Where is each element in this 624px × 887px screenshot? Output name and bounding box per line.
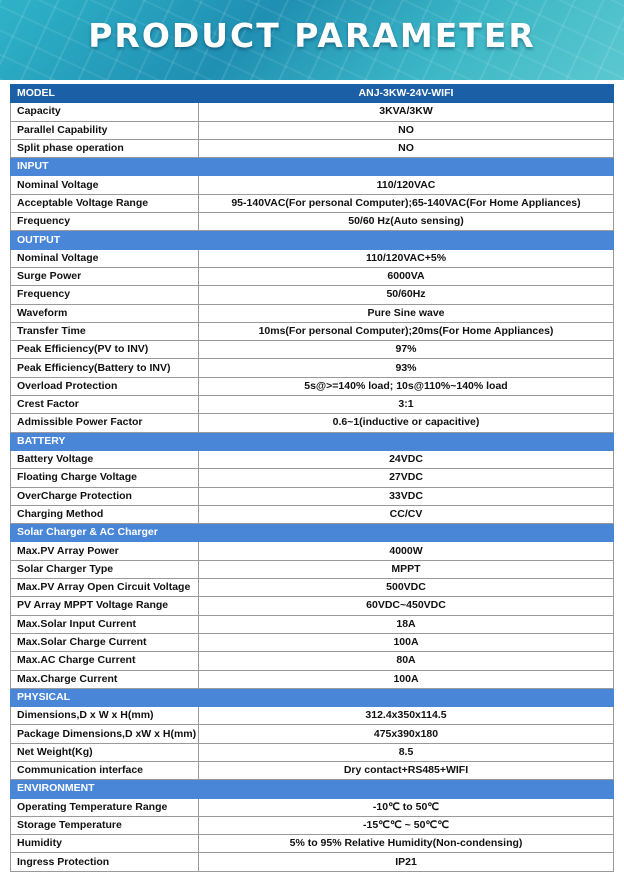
param-value: 110/120VAC [199, 176, 614, 194]
param-value: 475x390x180 [199, 725, 614, 743]
table-row [11, 725, 614, 743]
param-label: Peak Efficiency(Battery to INV) [11, 359, 199, 377]
table-row [11, 359, 614, 377]
param-value: 27VDC [199, 469, 614, 487]
parameter-table-body [11, 85, 614, 872]
param-label: Peak Efficiency(PV to INV) [11, 341, 199, 359]
param-label: Communication interface [11, 761, 199, 779]
param-label: Nominal Voltage [11, 176, 199, 194]
table-row [11, 487, 614, 505]
param-label: OverCharge Protection [11, 487, 199, 505]
param-value: 0.6~1(inductive or capacitive) [199, 414, 614, 432]
table-row [11, 176, 614, 194]
table-row [11, 249, 614, 267]
param-value: NO [199, 121, 614, 139]
param-value: 4000W [199, 542, 614, 560]
param-label: Solar Charger Type [11, 560, 199, 578]
param-value: CC/CV [199, 505, 614, 523]
param-value: 8.5 [199, 743, 614, 761]
table-row [11, 121, 614, 139]
param-value: NO [199, 139, 614, 157]
param-value: 80A [199, 652, 614, 670]
param-label: Floating Charge Voltage [11, 469, 199, 487]
table-row [11, 798, 614, 816]
param-value: 33VDC [199, 487, 614, 505]
param-label: Parallel Capability [11, 121, 199, 139]
param-value: Dry contact+RS485+WIFI [199, 761, 614, 779]
param-label: Admissible Power Factor [11, 414, 199, 432]
table-row [11, 615, 614, 633]
param-value: 93% [199, 359, 614, 377]
table-row [11, 835, 614, 853]
param-value: 3KVA/3KW [199, 103, 614, 121]
param-label: Frequency [11, 286, 199, 304]
section-header-row [11, 780, 614, 798]
param-label: Charging Method [11, 505, 199, 523]
param-value: 312.4x350x114.5 [199, 707, 614, 725]
table-row [11, 194, 614, 212]
section-title: ENVIRONMENT [11, 780, 614, 798]
table-row [11, 761, 614, 779]
param-value: 5s@>=140% load; 10s@110%~140% load [199, 377, 614, 395]
table-row [11, 469, 614, 487]
param-value: 3:1 [199, 396, 614, 414]
table-row [11, 450, 614, 468]
section-header-row [11, 524, 614, 542]
param-label: Max.PV Array Open Circuit Voltage [11, 579, 199, 597]
param-label: Net Weight(Kg) [11, 743, 199, 761]
param-label: Split phase operation [11, 139, 199, 157]
table-row [11, 396, 614, 414]
param-label: Waveform [11, 304, 199, 322]
table-row [11, 139, 614, 157]
model-value: ANJ-3KW-24V-WIFI [199, 85, 614, 103]
page-title: PRODUCT PARAMETER [88, 16, 536, 55]
table-row [11, 670, 614, 688]
param-label: Ingress Protection [11, 853, 199, 871]
table-row [11, 341, 614, 359]
section-header-row [11, 432, 614, 450]
section-title: OUTPUT [11, 231, 614, 249]
param-value: 10ms(For personal Computer);20ms(For Home Appliances) [199, 322, 614, 340]
param-value: 5% to 95% Relative Humidity(Non-condensing) [199, 835, 614, 853]
param-value: 100A [199, 670, 614, 688]
param-value: MPPT [199, 560, 614, 578]
table-row [11, 267, 614, 285]
table-row [11, 286, 614, 304]
parameter-table [10, 84, 614, 872]
section-title: Solar Charger & AC Charger [11, 524, 614, 542]
param-label: Max.AC Charge Current [11, 652, 199, 670]
param-label: PV Array MPPT Voltage Range [11, 597, 199, 615]
table-row [11, 103, 614, 121]
section-header-row [11, 231, 614, 249]
param-label: Crest Factor [11, 396, 199, 414]
table-row [11, 414, 614, 432]
table-row [11, 542, 614, 560]
param-label: Max.PV Array Power [11, 542, 199, 560]
param-label: Frequency [11, 213, 199, 231]
param-label: Package Dimensions,D xW x H(mm) [11, 725, 199, 743]
param-label: Surge Power [11, 267, 199, 285]
model-label: MODEL [11, 85, 199, 103]
param-value: -15℃℃ ~ 50℃℃ [199, 816, 614, 834]
param-label: Humidity [11, 835, 199, 853]
section-title: BATTERY [11, 432, 614, 450]
param-value: 110/120VAC+5% [199, 249, 614, 267]
banner [0, 0, 624, 80]
param-value: IP21 [199, 853, 614, 871]
param-value: -10℃ to 50℃ [199, 798, 614, 816]
param-label: Max.Charge Current [11, 670, 199, 688]
param-value: 50/60Hz [199, 286, 614, 304]
table-row [11, 579, 614, 597]
param-value: 6000VA [199, 267, 614, 285]
param-value: 100A [199, 633, 614, 651]
param-label: Acceptable Voltage Range [11, 194, 199, 212]
table-row [11, 816, 614, 834]
param-label: Battery Voltage [11, 450, 199, 468]
param-label: Transfer Time [11, 322, 199, 340]
param-value: Pure Sine wave [199, 304, 614, 322]
param-value: 18A [199, 615, 614, 633]
param-label: Operating Temperature Range [11, 798, 199, 816]
param-value: 50/60 Hz(Auto sensing) [199, 213, 614, 231]
table-row [11, 853, 614, 871]
param-label: Dimensions,D x W x H(mm) [11, 707, 199, 725]
param-label: Storage Temperature [11, 816, 199, 834]
param-label: Max.Solar Charge Current [11, 633, 199, 651]
section-title: PHYSICAL [11, 688, 614, 706]
table-row [11, 597, 614, 615]
table-row [11, 304, 614, 322]
param-value: 97% [199, 341, 614, 359]
table-row [11, 743, 614, 761]
table-row [11, 377, 614, 395]
table-row [11, 505, 614, 523]
param-value: 500VDC [199, 579, 614, 597]
section-header-row [11, 158, 614, 176]
table-row [11, 560, 614, 578]
param-label: Nominal Voltage [11, 249, 199, 267]
param-label: Overload Protection [11, 377, 199, 395]
param-value: 60VDC~450VDC [199, 597, 614, 615]
section-title: INPUT [11, 158, 614, 176]
param-value: 95-140VAC(For personal Computer);65-140VAC(For Home Appliances) [199, 194, 614, 212]
table-row [11, 652, 614, 670]
table-row [11, 633, 614, 651]
model-row [11, 85, 614, 103]
param-value: 24VDC [199, 450, 614, 468]
table-row [11, 707, 614, 725]
table-row [11, 213, 614, 231]
param-label: Max.Solar Input Current [11, 615, 199, 633]
section-header-row [11, 688, 614, 706]
param-label: Capacity [11, 103, 199, 121]
table-row [11, 322, 614, 340]
